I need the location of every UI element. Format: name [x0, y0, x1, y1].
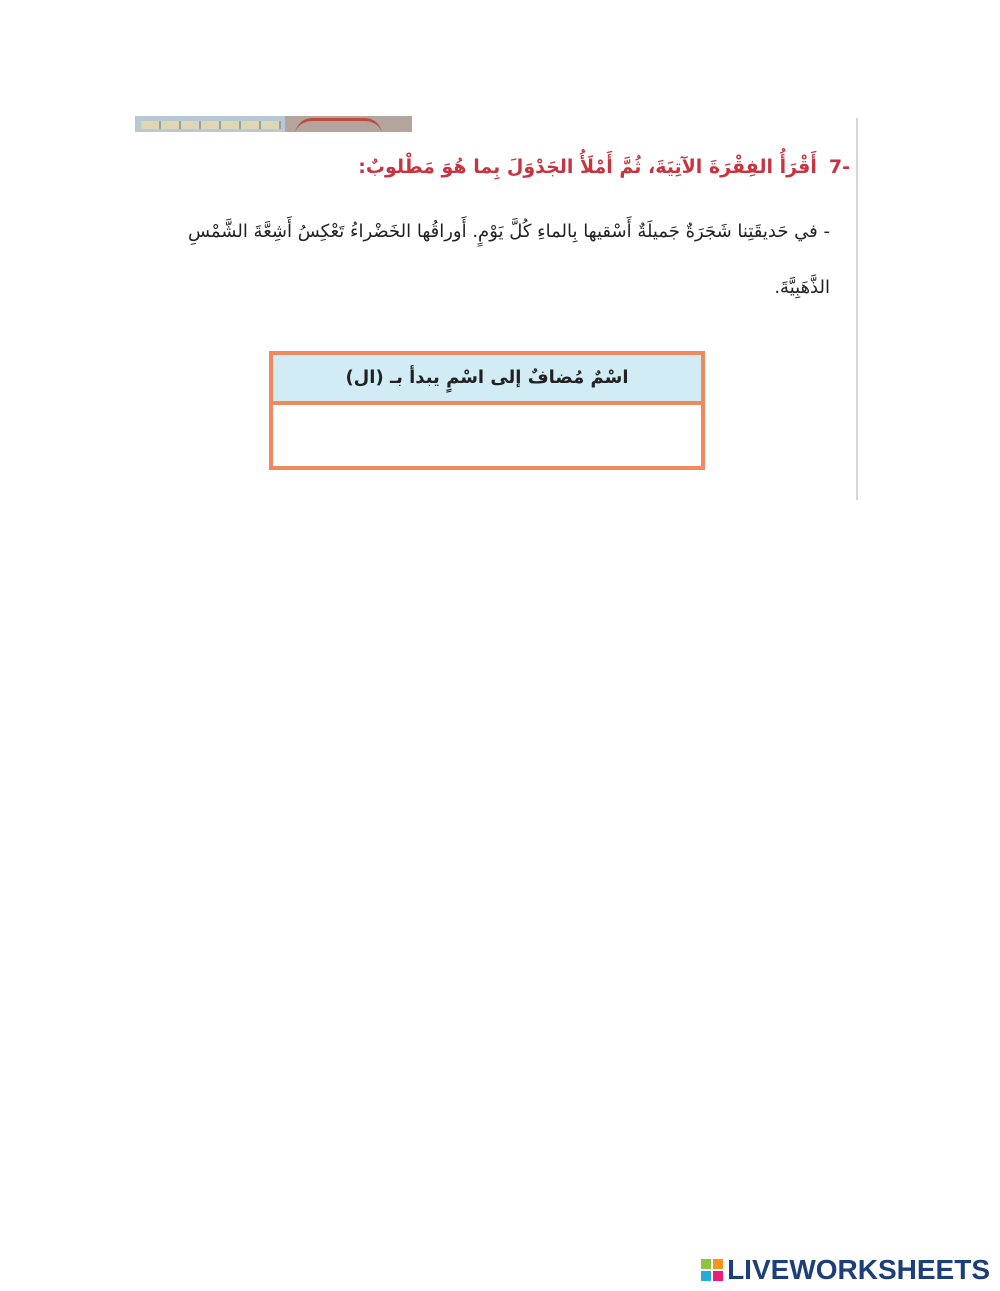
answer-cell[interactable] [273, 405, 701, 466]
page-margin-line [856, 118, 858, 500]
exercise-number: -7 [828, 156, 850, 178]
exercise-instruction [130, 156, 850, 178]
logo-block [713, 1259, 723, 1269]
logo-block [701, 1259, 711, 1269]
illustration-building [135, 116, 285, 132]
logo-block [701, 1271, 711, 1281]
logo-icon [701, 1259, 723, 1281]
table-header: اسْمٌ مُضافٌ إلى اسْمٍ يبدأ بـ (ال) [273, 355, 701, 405]
logo-block [713, 1271, 723, 1281]
instruction-text: أَقْرَأُ الفِقْرَةَ الآتِيَةَ، ثُمَّ أَمْلَأُ الجَدْوَلَ بِما هُوَ مَطْلوبٌ: [358, 156, 817, 178]
top-illustration-fragment [135, 116, 412, 132]
illustration-arch [285, 116, 412, 132]
answer-table [269, 351, 705, 470]
logo-text: LIVEWORKSHEETS [727, 1254, 990, 1285]
liveworksheets-logo [701, 1255, 990, 1285]
reading-paragraph: - في حَديقَتِنا شَجَرَةٌ جَميلَةٌ أَسْقيها بِالماءِ كُلَّ يَوْمٍ. أَوراقُها الخَضْراءُ تَعْكِسُ أَشِعَّةَ الشَّمْسِ الذَّهَبِيَّةَ. [187, 221, 830, 298]
